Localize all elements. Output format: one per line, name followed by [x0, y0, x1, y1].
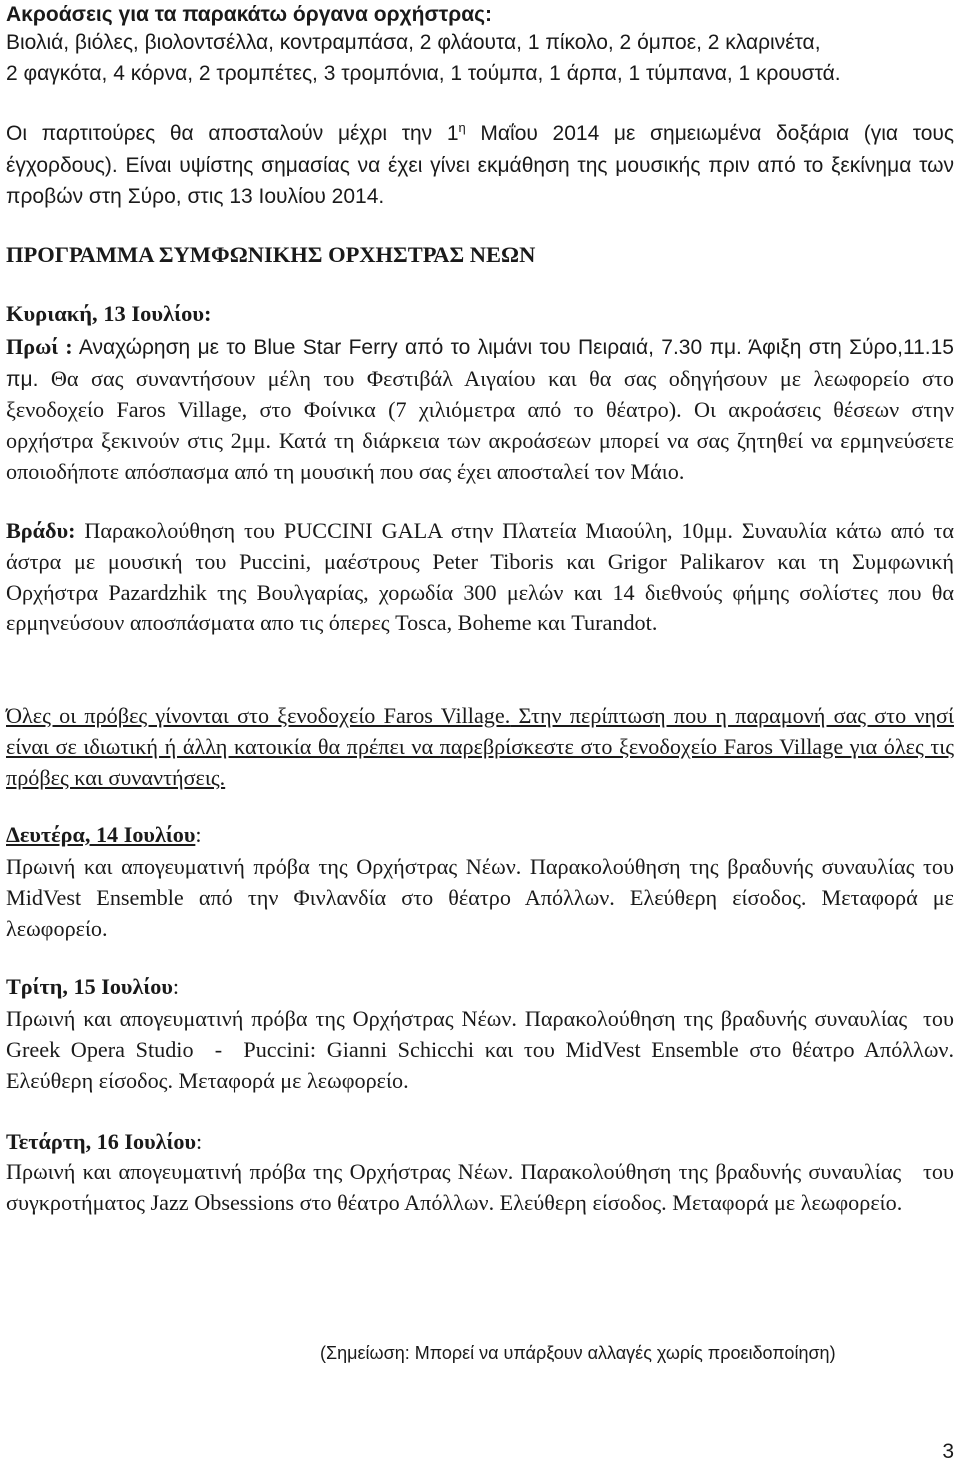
program-title: ΠΡΟΓΡΑΜΜΑ ΣΥΜΦΩΝΙΚΗΣ ΟΡΧΗΣΤΡΑΣ ΝΕΩΝ: [6, 242, 536, 267]
rehearsal-notice: [6, 700, 954, 793]
tuesday-colon: :: [172, 974, 180, 999]
wednesday-text: Πρωινή και απογευματινή πρόβα της Ορχήστρας Νέων. Παρακολούθηση της βραδυνής συναυλίας του συγκροτήματος Jazz Obsessions στο θέατρο Απόλλων. Ελεύθερη είσοδος. Μεταφορά με λεωφορείο.: [6, 1159, 960, 1215]
tuesday-heading-line: [6, 972, 179, 1003]
monday-text: Πρωινή και απογευματινή πρόβα της Ορχήστρας Νέων. Παρακολούθηση της βραδυνής συναυλίας του MidVest Ensemble από την Φινλανδία στο θέατρο Απόλλων. Ελεύθερη είσοδος. Μεταφορά με λεωφορείο.: [6, 854, 954, 941]
scores-text-a: Οι παρτιτούρες θα αποσταλούν μέχρι την 1: [6, 122, 459, 145]
page-number: 3: [942, 1440, 954, 1463]
changes-note: (Σημείωση: Μπορεί να υπάρξουν αλλαγές χωρίς προειδοποίηση): [320, 1343, 836, 1363]
evening-text-2: Συναυλία κάτω από τα άστρα με μουσική του Puccini, μαέστρους Peter Tiboris και Grigor Palikarov και τη Συμφωνική Ορχήστρα Pazardzhik της Βουλγαρίας, χορωδία 300 μελών και 14 διεθνούς φήμης σολίστες που θα ερμηνεύσουν αποσπάσματα απο τις όπερες Tosca, Boheme και Turandot.: [6, 518, 954, 636]
tuesday-text: Πρωινή και απογευματινή πρόβα της Ορχήστρας Νέων. Παρακολούθηση της βραδυνής συναυλίας του Greek Opera Studio - Puccini: Gianni Schicchi και του MidVest Ensemble στο θέατρο Απόλλων. Ελεύθερη είσοδος. Μεταφορά με λεωφορείο.: [6, 1006, 960, 1093]
wednesday-heading-line: [6, 1127, 202, 1158]
evening-text: Παρακολούθηση του PUCCINI GALA στην Πλατεία Μιαούλη, 10μμ.: [75, 518, 733, 543]
sunday-evening-paragraph: [6, 516, 954, 639]
monday-heading-line: [6, 820, 202, 851]
scores-paragraph: [6, 118, 954, 213]
instruments-block: [6, 28, 954, 89]
scores-superscript: η: [458, 120, 466, 135]
morning-text-2: Θα σας συναντήσουν μέλη του Φεστιβάλ Αιγαίου και θα σας οδηγήσουν με λεωφορείο στο ξενοδοχείο Faros Village, στο Φοίνικα (7 χιλιόμετρα από το θέατρο). Οι ακροάσεις θέσεων στην ορχήστρα ξεκινούν στις 2μμ. Κατά τη διάρκεια των ακροάσεων μπορεί να σας ζητηθεί να ερμηνεύσετε οποιοδήποτε απόσπασμα από τη μουσική που σας έχει αποσταλεί τον Μάιο.: [6, 365, 954, 484]
instruments-line-1: Βιολιά, βιόλες, βιολοντσέλλα, κοντραμπάσα, 2 φλάουτα, 1 πίκολο, 2 όμποε, 2 κλαρινέτα,: [6, 31, 821, 54]
notice-text: Όλες οι πρόβες γίνονται στο ξενοδοχείο Faros Village.: [6, 703, 511, 728]
evening-label: Βράδυ:: [6, 518, 76, 543]
monday-heading: Δευτέρα, 14 Ιουλίου: [6, 822, 196, 847]
scores-text-b: Μαΐου 2014 με σημειωμένα δοξάρια (για τους έγχορδους).: [6, 122, 954, 177]
sunday-morning-paragraph: [6, 332, 954, 488]
scores-text-c: Είναι υψίστης σημασίας να έχει γίνει εκμάθηση της μουσικής πριν από το ξεκίνημα των προβών στη Σύρο, στις 13 Ιουλίου 2014.: [6, 153, 954, 208]
auditions-heading: Ακροάσεις για τα παρακάτω όργανα ορχήστρας:: [6, 3, 493, 26]
morning-text: Αναχώρηση με το Blue Star Ferry από το λιμάνι του Πειραιά, 7.30 πμ. Άφιξη στη Σύρο,11.15 πμ.: [6, 336, 954, 391]
monday-colon: :: [195, 822, 202, 847]
sunday-heading: Κυριακή, 13 Ιουλίου:: [6, 301, 212, 326]
instruments-line-2: 2 φαγκότα, 4 κόρνα, 2 τρομπέτες, 3 τρομπόνια, 1 τούμπα, 1 άρπα, 1 τύμπανα, 1 κρουστά.: [6, 61, 841, 85]
wednesday-heading: Τετάρτη, 16 Ιουλίου: [6, 1129, 197, 1154]
wednesday-colon: :: [196, 1129, 203, 1154]
tuesday-heading: Τρίτη, 15 Ιουλίου: [6, 974, 173, 999]
morning-label: Πρωί :: [6, 334, 73, 359]
notice-text-2: Στην περίπτωση που η παραμονή σας στο νησί είναι σε ιδιωτική ή άλλη κατοικία θα πρέπει να παρεβρίσκεστε στο ξενοδοχείο Faros Village για όλες τις πρόβες και συναντήσεις.: [6, 703, 954, 790]
